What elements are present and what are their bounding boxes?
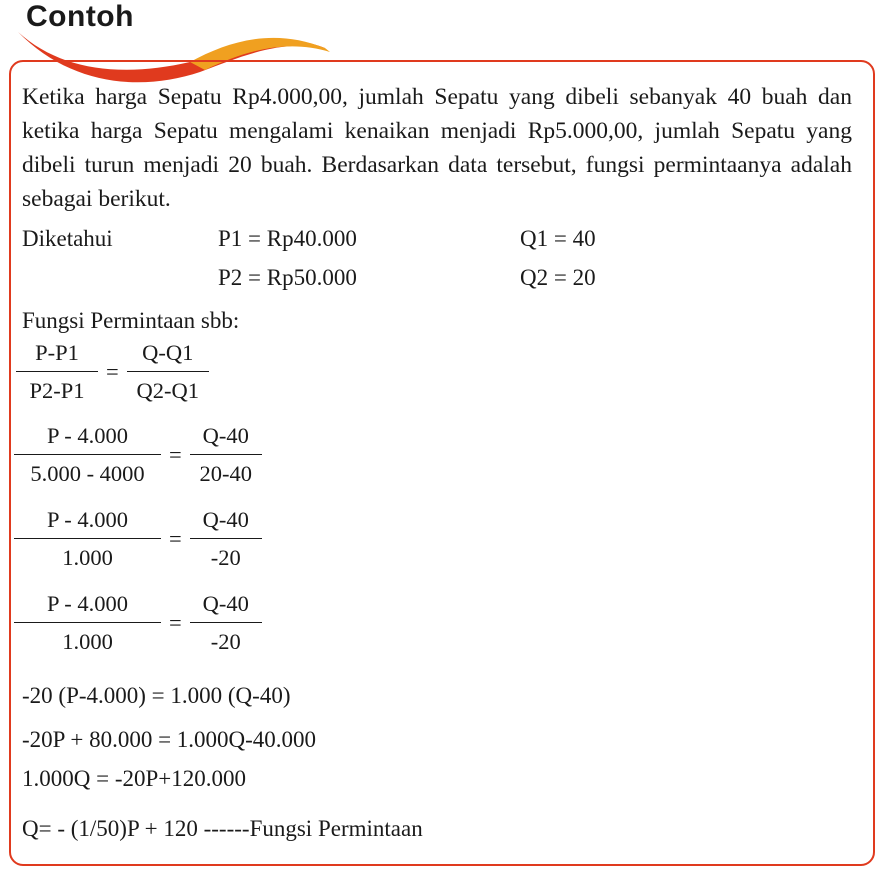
right-fraction [190,507,262,571]
denominator: Q2-Q1 [136,378,199,403]
equation-line-2: -20P + 80.000 = 1.000Q-40.000 [22,727,317,752]
equals-sign: = [169,442,182,467]
fraction-equation-2 [14,423,262,487]
numerator: Q-40 [190,591,262,623]
numerator: P - 4.000 [14,507,161,539]
left-fraction [14,591,161,655]
fraction-equation-4 [14,591,262,655]
equals-sign: = [169,526,182,551]
given-p2: P2 = Rp50.000 [218,265,357,290]
denominator: 1.000 [62,545,113,570]
equals-sign: = [106,359,119,384]
demand-function-result: Q= - (1/50)P + 120 ------Fungsi Permintaan [22,816,423,841]
numerator: P - 4.000 [14,423,161,455]
right-fraction [190,423,262,487]
denominator: 1.000 [62,629,113,654]
fraction-equation-3 [14,507,262,571]
left-fraction [16,340,98,404]
left-fraction [14,423,161,487]
given-q1: Q1 = 40 [520,226,596,251]
numerator: Q-40 [190,423,262,455]
numerator: Q-40 [190,507,262,539]
denominator: -20 [210,629,241,654]
equals-sign: = [169,610,182,635]
numerator: P-P1 [16,340,98,372]
left-fraction [14,507,161,571]
problem-paragraph: Ketika harga Sepatu Rp4.000,00, jumlah Sepatu yang dibeli sebanyak 40 buah dan ketika harga Sepatu mengalami kenaikan menjadi Rp5.000,00, jumlah Sepatu yang dibeli turun menjadi 20 buah. Berdasarkan data tersebut, fungsi permintaanya adalah sebagai berikut. [22,84,852,212]
given-p1: P1 = Rp40.000 [218,226,357,251]
given-q2: Q2 = 20 [520,265,596,290]
numerator: P - 4.000 [14,591,161,623]
numerator: Q-Q1 [127,340,209,372]
given-label: Diketahui [22,226,113,251]
fraction-equation-1 [16,340,209,404]
right-fraction [127,340,209,404]
equation-line-1: -20 (P-4.000) = 1.000 (Q-40) [22,683,291,708]
denominator: 20-40 [199,461,252,486]
denominator: 5.000 - 4000 [30,461,145,486]
denominator: -20 [210,545,241,570]
page-title: Contoh [26,0,134,33]
equation-line-3: 1.000Q = -20P+120.000 [22,766,247,791]
denominator: P2-P1 [29,378,85,403]
right-fraction [190,591,262,655]
function-heading: Fungsi Permintaan sbb: [22,308,240,333]
